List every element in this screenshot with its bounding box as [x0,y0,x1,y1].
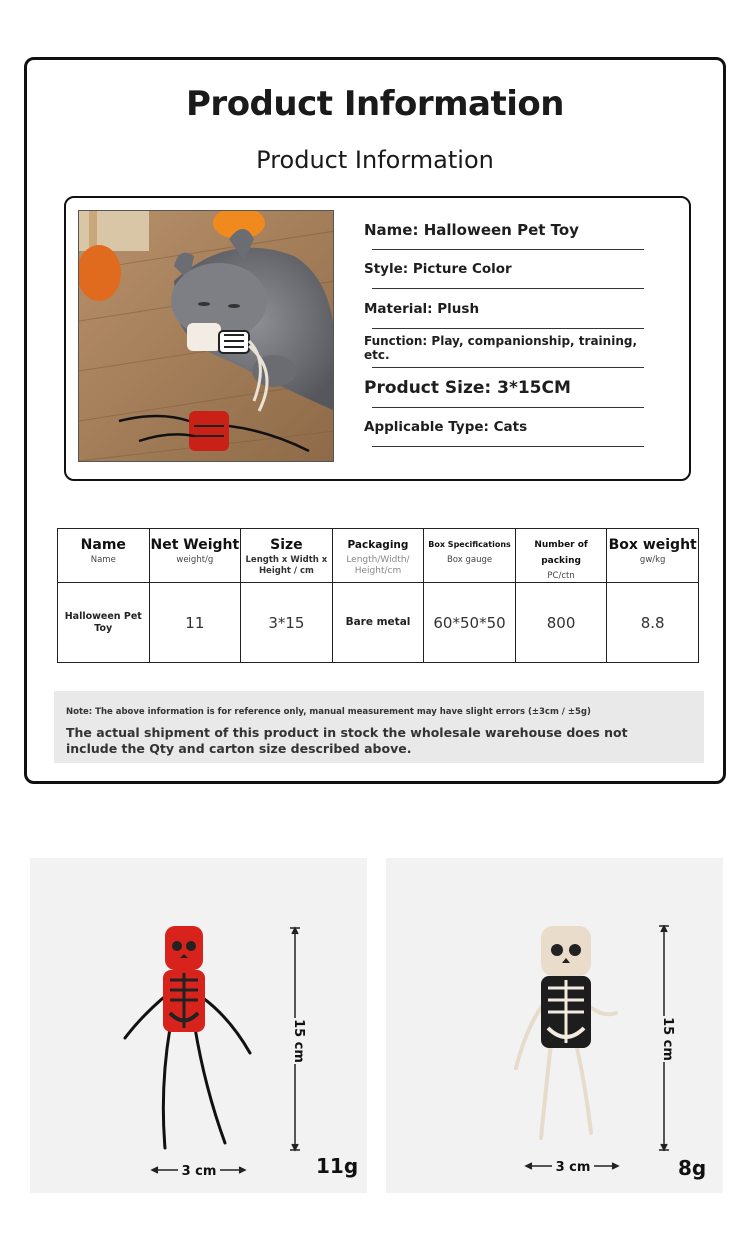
cell-name: Halloween Pet Toy [58,583,150,663]
cream-toy-panel [386,858,723,1193]
header-packaging: Packaging Length/Width/ Height/cm [332,529,424,583]
page-title: Product Information [186,84,564,124]
product-information-card [24,57,726,784]
spec-product-size: Product Size: 3*15CM [364,368,644,408]
spec-material: Material: Plush [364,289,644,329]
cell-net-weight: 11 [149,583,241,663]
cell-box-spec: 60*50*50 [424,583,516,663]
header-box-specifications: Box Specifications Box gauge [424,529,516,583]
page-subtitle: Product Information [256,146,494,174]
cell-packaging: Bare metal [332,583,424,663]
note-box [54,691,704,763]
cell-box-weight: 8.8 [607,583,699,663]
table-header-row [58,529,699,583]
cell-size: 3*15 [241,583,333,663]
cat-with-toy-photo [78,210,334,462]
header-box-weight: Box weight gw/kg [607,529,699,583]
cream-toy-height-label: 15 cm [660,1017,675,1061]
red-toy-weight: 11g [316,1154,359,1178]
red-toy-width-label: 3 cm [181,1164,217,1179]
red-toy-height-label: 15 cm [291,1019,306,1063]
header-name: Name Name [58,529,150,583]
product-info-panel [64,196,691,481]
spec-function: Function: Play, companionship, training, etc. [364,329,644,369]
cream-toy-weight: 8g [678,1156,707,1180]
cat-photo-illustration [79,211,334,462]
red-toy-panel [30,858,367,1193]
cell-packing-count: 800 [515,583,607,663]
red-skeleton-toy-illustration [30,858,367,1193]
header-size: Size Length x Width x Height / cm [241,529,333,583]
spec-style: Style: Picture Color [364,250,644,290]
spec-applicable-type: Applicable Type: Cats [364,408,644,448]
cream-toy-width-label: 3 cm [555,1160,591,1175]
header-number-of-packing: Number of packing PC/ctn [515,529,607,583]
note-shipment: The actual shipment of this product in stock the wholesale warehouse does not include the Qty and carton size described above. [66,725,628,756]
header-net-weight: Net Weight weight/g [149,529,241,583]
table-row [58,583,699,663]
specifications-table [57,528,699,663]
spec-name: Name: Halloween Pet Toy [364,210,644,250]
spec-list [364,210,644,447]
note-disclaimer: Note: The above information is for reference only, manual measurement may have slight errors (±3cm / ±5g) [66,707,591,717]
cream-skeleton-toy-illustration [386,858,723,1193]
